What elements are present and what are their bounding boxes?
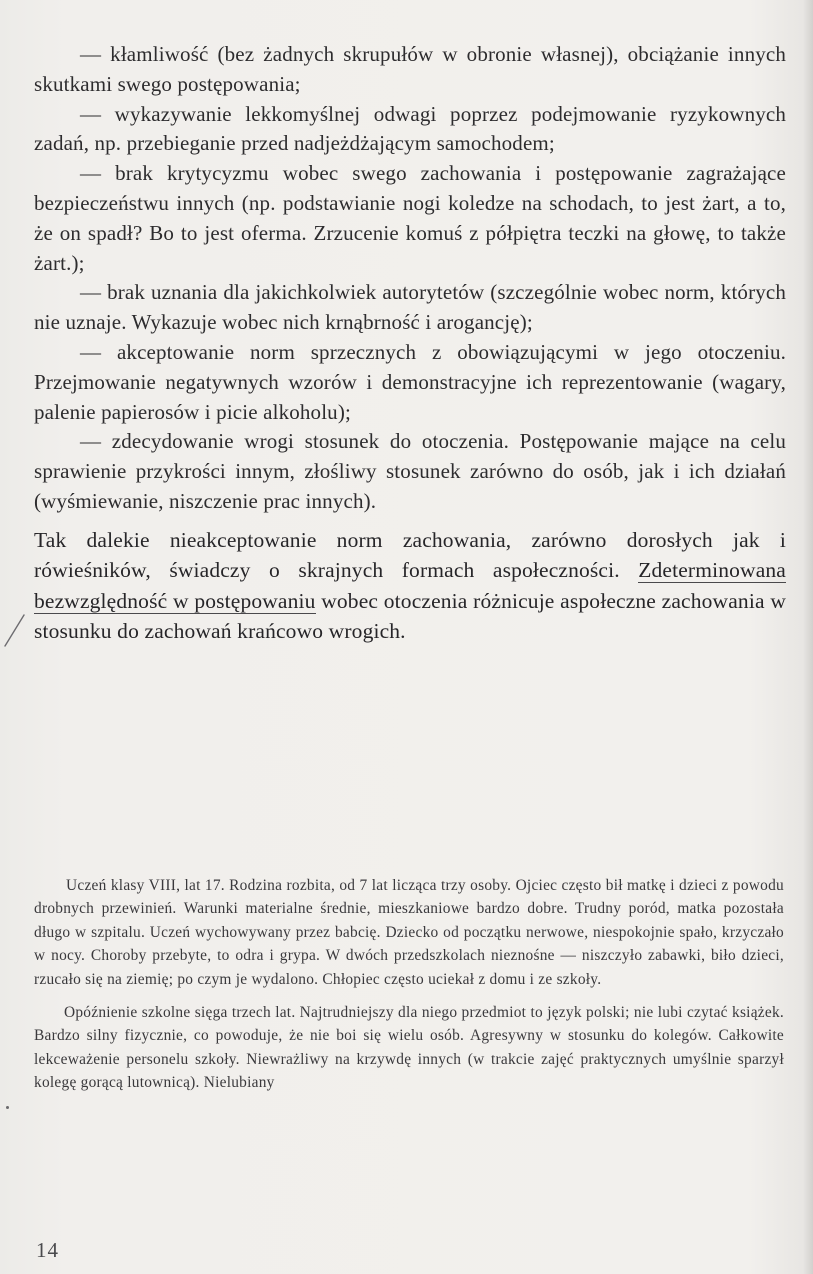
- summary-underlined-text: Zdeterminowana bezwzględność w postępowaniu: [34, 558, 786, 613]
- summary-paragraph: [34, 525, 786, 647]
- case-study-block: [34, 874, 784, 1095]
- list-item-lying: — kłamliwość (bez żadnych skrupułów w obronie własnej), obciążanie innych skutkami swego postępowania;: [34, 42, 786, 96]
- pencil-margin-mark-icon: [3, 612, 27, 648]
- summary-text-start: Tak dalekie nieakceptowanie norm zachowania, zarówno dorosłych jak i rówieśników, świadczy o skrajnych formach aspołeczności.: [34, 527, 786, 583]
- list-item-hostile-attitude: — zdecydowanie wrogi stosunek do otoczenia. Postępowanie mające na celu sprawienie przykrości innym, złośliwy stosunek zarówno do osób, jak i ich działań (wyśmiewanie, niszczenie prac innych).: [34, 429, 786, 513]
- stray-ink-dot: [6, 1106, 9, 1109]
- case-study-paragraph-2: Opóźnienie szkolne sięga trzech lat. Najtrudniejszy dla niego przedmiot to język polski; nie lubi czytać książek. Bardzo silny fizycznie, co powoduje, że nie boi się wielu osób. Agresywny w stosunku do kolegów. Całkowite lekceważenie personelu szkoły. Niewrażliwy na krzywdę innych (w trakcie zajęć praktycznych umyślnie sparzył kolegę gorącą lutownicą). Nielubiany: [34, 1004, 784, 1092]
- list-item-contrary-norms: — akceptowanie norm sprzecznych z obowiązującymi w jego otoczeniu. Przejmowanie negatywnych wzorów i demonstracyjne ich reprezentowanie (wagary, palenie papierosów i picie alkoholu);: [34, 339, 786, 424]
- list-item-no-authority: — brak uznania dla jakichkolwiek autorytetów (szczególnie wobec norm, których nie uznaje. Wykazuje wobec nich krnąbrność i arogancję);: [34, 280, 786, 335]
- main-text-block: [34, 40, 786, 646]
- list-item-lack-of-criticism: — brak krytycyzmu wobec swego zachowania i postępowanie zagrażające bezpieczeństwu innych (np. podstawianie nogi koledze na schodach, to jest żart, a to, że on spadł? Bo to jest oferma. Zrzucenie komuś z półpiętra teczki na głowę, to także żart.);: [34, 161, 786, 275]
- page-number: 14: [36, 1238, 59, 1262]
- case-study-paragraph-1: Uczeń klasy VIII, lat 17. Rodzina rozbita, od 7 lat licząca trzy osoby. Ojciec często bił matkę i dzieci z powodu drobnych przewinień. Warunki materialne średnie, mieszkaniowe bardzo dobre. Trudny poród, matka pozostała długo w szpitalu. Uczeń wychowywany przez babcię. Dziecko od początku nerwowe, niespokojnie spało, krzyczało w nocy. Choroby przebyte, to odra i grypa. W dwóch przedszkolach nieznośne — niszczyło zabawki, biło dzieci, rzucało się na ziemię; po czym je wydalono. Chłopiec często uciekał z domu i ze szkoły.: [34, 877, 784, 988]
- behavior-list: [34, 40, 786, 646]
- list-item-reckless-courage: — wykazywanie lekkomyślnej odwagi poprzez podejmowanie ryzykownych zadań, np. przebieganie przed nadjeżdżającym samochodem;: [34, 101, 786, 156]
- page-edge-shadow: [803, 0, 813, 1274]
- summary-text-end: wobec otoczenia różnicuje aspołeczne zachowania w stosunku do zachowań krańcowo wrogich.: [34, 588, 786, 643]
